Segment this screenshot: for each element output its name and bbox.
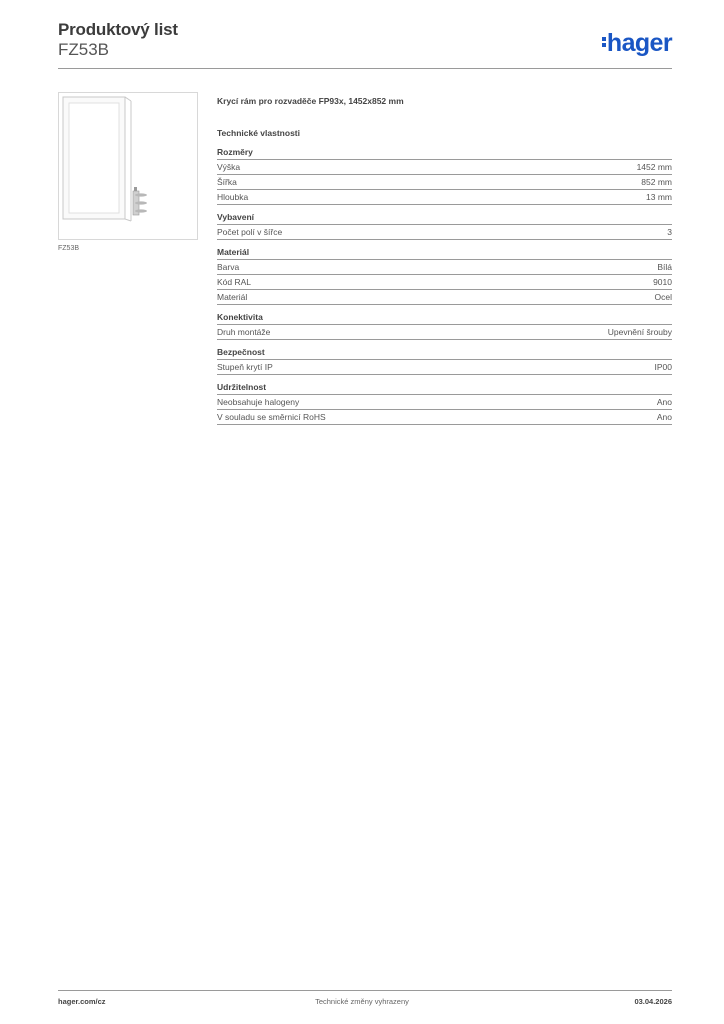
spec-label: Počet polí v šířce: [217, 227, 283, 237]
footer-notice: Technické změny vyhrazeny: [315, 997, 409, 1006]
spec-label: Stupeň krytí IP: [217, 362, 273, 372]
group-title: Rozměry: [217, 147, 672, 160]
spec-label: Hloubka: [217, 192, 249, 202]
hager-logo: [602, 28, 672, 58]
logo-dots-icon: [602, 35, 606, 49]
spec-label: Neobsahuje halogeny: [217, 397, 300, 407]
group-connectivity: [217, 312, 672, 340]
spec-row: [217, 175, 672, 190]
group-title: Materiál: [217, 247, 672, 260]
group-material: [217, 247, 672, 305]
spec-row: [217, 395, 672, 410]
spec-value: 3: [667, 227, 672, 237]
spec-value: 13 mm: [646, 192, 672, 202]
spec-row: [217, 290, 672, 305]
footer-date: 03.04.2026: [634, 997, 672, 1006]
spec-label: Barva: [217, 262, 240, 272]
technical-properties-heading: Technické vlastnosti: [217, 128, 300, 138]
group-title: Vybavení: [217, 212, 672, 225]
document-title: Produktový list: [58, 20, 178, 39]
spec-row: [217, 225, 672, 240]
spec-row: [217, 325, 672, 340]
spec-value: Ano: [656, 412, 672, 422]
group-title: Bezpečnost: [217, 347, 672, 360]
page-header: [58, 20, 672, 68]
product-description: Krycí rám pro rozvaděče FP93x, 1452x852 mm: [217, 96, 404, 106]
image-caption: FZ53B: [58, 245, 80, 252]
spec-row: [217, 160, 672, 175]
product-content: [217, 96, 672, 432]
spec-label: V souladu se směrnicí RoHS: [217, 412, 326, 422]
product-image: [58, 92, 198, 240]
group-title: Udržitelnost: [217, 382, 672, 395]
header-divider: [58, 68, 672, 69]
spec-row: [217, 275, 672, 290]
spec-label: Kód RAL: [217, 277, 252, 287]
group-safety: [217, 347, 672, 375]
spec-label: Materiál: [217, 292, 248, 302]
spec-value: Upevnění šrouby: [607, 327, 672, 337]
product-code: FZ53B: [58, 40, 110, 59]
spec-label: Šířka: [217, 177, 237, 187]
spec-value: Ocel: [654, 292, 672, 302]
spec-label: Výška: [217, 162, 241, 172]
footer-divider: [58, 990, 672, 991]
spec-row: [217, 410, 672, 425]
logo-text: hager: [606, 29, 672, 57]
group-title: Konektivita: [217, 312, 672, 325]
spec-value: Ano: [656, 397, 672, 407]
spec-label: Druh montáže: [217, 327, 271, 337]
spec-value: 852 mm: [641, 177, 672, 187]
cover-frame-icon: [59, 93, 197, 239]
group-sustainability: [217, 382, 672, 425]
spec-value: IP00: [654, 362, 672, 372]
group-equipment: [217, 212, 672, 240]
spec-value: Bílá: [657, 262, 672, 272]
footer-website-link[interactable]: hager.com/cz: [58, 997, 106, 1006]
spec-value: 9010: [653, 277, 672, 287]
spec-row: [217, 190, 672, 205]
spec-value: 1452 mm: [636, 162, 672, 172]
spec-row: [217, 260, 672, 275]
spec-row: [217, 360, 672, 375]
group-dimensions: [217, 147, 672, 205]
